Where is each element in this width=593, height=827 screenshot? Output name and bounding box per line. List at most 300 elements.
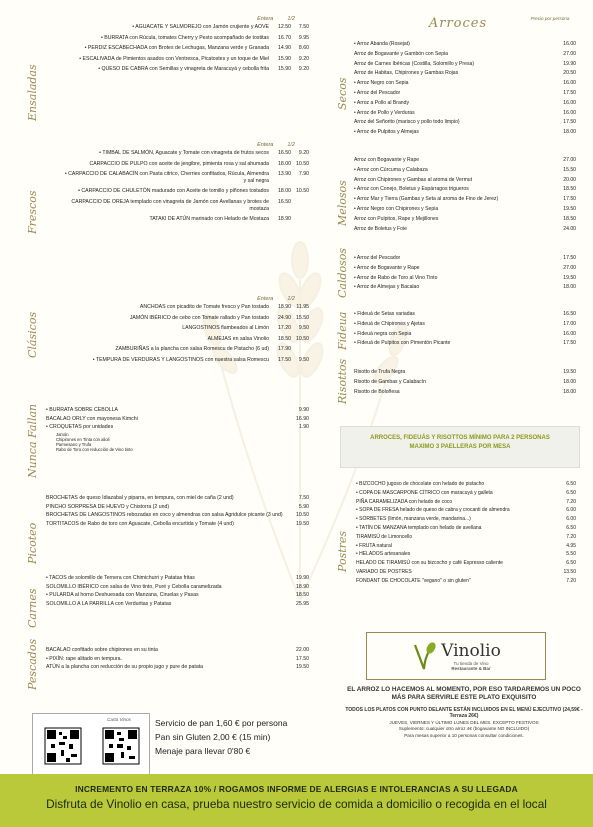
menu-item <box>24 583 309 592</box>
menu-item <box>340 69 576 79</box>
item-price-half: 10.50 <box>296 335 309 342</box>
item-price: 5.90 <box>298 503 309 510</box>
menu-item <box>340 215 576 225</box>
item-price-full: 17.90 <box>278 346 291 353</box>
item-price: 1.90 <box>298 424 309 431</box>
item-price-half: 10.50 <box>296 160 309 167</box>
menu-item <box>340 489 576 498</box>
section-title: Pescados <box>26 638 39 690</box>
menu-item <box>64 346 309 353</box>
item-list <box>24 304 309 364</box>
section-title: Ensaladas <box>26 64 39 121</box>
item-list <box>24 494 309 528</box>
item-price-full: 18.00 <box>278 160 291 167</box>
item-price-full: 17.50 <box>278 356 291 363</box>
menu-item <box>340 156 576 166</box>
logo-name: Vinolio <box>441 641 501 661</box>
section-title: Picoteo <box>26 522 39 564</box>
menu-item <box>64 216 309 223</box>
item-price: 18.90 <box>296 583 309 590</box>
info-suplemento: Suplemento: cualquier otro arroz 4€ (bogavante NO INCLUIDO) <box>398 726 530 732</box>
section-secos <box>336 40 576 144</box>
info-block <box>345 686 583 739</box>
menu-item <box>64 161 309 168</box>
item-price-half: 9.50 <box>298 356 309 363</box>
section-ensaladas <box>24 16 309 136</box>
menu-item <box>340 550 576 559</box>
item-price: 16.50 <box>563 311 576 317</box>
item-name: Risotto de Trufa Negra <box>354 369 406 375</box>
vine-leaf-icon <box>411 641 437 671</box>
item-price: 7.20 <box>566 533 576 540</box>
item-price: 20.00 <box>563 176 576 183</box>
item-name: • AGUACATE Y SALMOREJO con Jamón crujiente y AOVE <box>132 24 269 30</box>
price-header <box>24 16 309 22</box>
section-nunca-fallan <box>24 403 309 484</box>
menu-item <box>340 166 576 176</box>
item-list <box>340 480 576 586</box>
item-price-full: 16.50 <box>278 150 291 156</box>
menu-item <box>64 188 309 195</box>
item-price: 17.50 <box>563 255 576 261</box>
menu-item <box>64 199 309 212</box>
menu-item <box>340 498 576 507</box>
item-price: 6.50 <box>566 481 576 487</box>
item-name: TORTITACOS de Rabo de toro con Aguacate, Cebolla encurtida y Tomate (4 und) <box>46 520 234 527</box>
item-list <box>24 150 309 223</box>
item-name: Arroz del Señorito (marisco y pollo todo limpio) <box>354 119 460 126</box>
item-name: • BURRATA SOBRE CEBOLLA <box>46 407 118 413</box>
section-postres <box>336 480 576 610</box>
header-half: 1/2 <box>287 296 295 302</box>
item-price-half: 10.50 <box>296 188 309 195</box>
menu-item <box>64 150 309 157</box>
menu-item <box>340 99 576 109</box>
item-name: Arroz de Boletus y Foie <box>354 225 407 232</box>
section-title: Frescos <box>26 190 39 234</box>
menu-item <box>340 40 576 50</box>
item-price: 20.50 <box>563 70 576 77</box>
menu-item <box>340 89 576 99</box>
item-price: 7.20 <box>566 577 576 584</box>
item-price: 6.00 <box>566 516 576 523</box>
item-name: • Arroz del Pescador <box>354 255 401 261</box>
item-name: HELADO DE TIRAMISÚ con su bizcocho y café Espresso caliente <box>356 560 503 567</box>
item-list <box>24 646 309 672</box>
item-price-full: 17.20 <box>278 325 291 332</box>
menu-item <box>64 325 309 332</box>
qr-codes <box>32 713 150 775</box>
menu-item <box>64 336 309 343</box>
item-price-full: 16.70 <box>278 34 291 41</box>
menu-item <box>340 176 576 186</box>
item-name: Arroz con Bogavante y Rape <box>354 157 420 163</box>
item-name: SOLOMILLO IBÉRICO con salsa de Vino tinto, Puré y Cebolla caramelizada <box>46 583 222 590</box>
menu-item <box>340 515 576 524</box>
menu-item <box>64 35 309 42</box>
item-name: • Fideuá de Chipirones y Ajetas <box>354 320 425 327</box>
item-name: ALMEJAS en salsa Vinolio <box>207 335 269 342</box>
info-main: EL ARROZ LO HACEMOS AL MOMENTO, POR ESO TARDAREMOS UN POCO MÁS PARA SERVIRLE ESTE PLATO EXQUISITO <box>347 686 581 701</box>
item-name: BROCHETAS DE LANGOSTINOS rebozadas en coco y almendras con salsa Agridulce picante (3 und) <box>46 512 283 519</box>
item-name: ANCHOAS con picadito de Tomate fresco y Pan tostado <box>139 304 269 310</box>
section-clasicos <box>24 296 309 396</box>
item-price: 19.50 <box>563 205 576 212</box>
menu-item <box>340 506 576 515</box>
item-price: 17.50 <box>563 119 576 126</box>
item-price: 24.00 <box>563 225 576 232</box>
item-price: 19.90 <box>296 575 309 581</box>
arroces-title: Arroces <box>428 16 488 31</box>
section-title: Nunca Fallan <box>26 403 39 478</box>
croqueta-option: Parmesano y Trufa <box>56 442 92 448</box>
item-name: • Arroz con Conejo, Boletus y Espárragos trigueros <box>354 186 469 193</box>
right-column <box>336 16 576 404</box>
croqueta-option: Jamón <box>56 431 69 437</box>
item-name: • Arroz de Pollo y Verduras <box>354 109 415 116</box>
menu-item <box>24 574 309 583</box>
item-name: Arroz de Carnes Ibéricas (Costilla, Solomillo y Presa) <box>354 60 475 67</box>
info-menu: TODOS LOS PLATOS CON PUNTO DELANTE ESTÁN INCLUIDOS EN EL MENÚ EJECUTIVO (24,59€ - Terraza 26€) <box>345 707 583 720</box>
item-price-half: 8.60 <box>298 45 309 52</box>
menu-item <box>24 591 309 600</box>
menu-item <box>24 646 309 655</box>
service-pan: Servicio de pan 1,60 € por persona <box>155 718 288 728</box>
item-price: 18.00 <box>563 284 576 291</box>
service-menaje: Menaje para llevar 0'80 € <box>155 746 251 756</box>
menu-item <box>340 264 576 274</box>
item-list <box>24 24 309 73</box>
item-name: • Arroz del Pescador <box>354 89 401 96</box>
item-price: 27.00 <box>563 50 576 57</box>
item-name: • Arroz de Almejas y Bacalao <box>354 284 420 291</box>
section-risottos <box>336 358 576 404</box>
footer-line1: INCREMENTO EN TERRAZA 10% / ROGAMOS INFORME DE ALERGIAS E INTOLERANCIAS A SU LLEGADA <box>75 784 518 794</box>
item-name: CARPACCIO DE OREJA templado con vinagreta de Jamón con Avellanas y brotes de mostaza <box>71 198 269 212</box>
item-list <box>340 40 576 138</box>
item-name: • SOPA DE FRESA helado de queso de cabra y crocanti de almendra <box>356 507 510 514</box>
item-price: 18.50 <box>563 186 576 193</box>
vinolio-logo <box>366 632 546 680</box>
service-charges <box>155 716 287 758</box>
price-header <box>24 296 309 302</box>
item-list <box>340 254 576 293</box>
header-entera: Entera <box>257 142 274 148</box>
section-title: Fideua <box>336 311 349 350</box>
item-name: ZAMBURIÑAS a la plancha con salsa Romescu de Pistacho (6 ud) <box>115 346 269 353</box>
menu-item <box>340 368 576 378</box>
menu-item <box>340 60 576 70</box>
service-gluten: Pan sin Gluten 2,00 € (15 min) <box>155 732 271 742</box>
menu-item <box>64 24 309 31</box>
item-name: CARPACCIO DE PULPO con aceite de jengibre, pimienta rosa y sal ahumada <box>89 160 269 167</box>
left-column <box>24 16 309 690</box>
menu-item <box>24 520 309 529</box>
item-name: • CROQUETAS por unidades <box>46 424 114 431</box>
menu-item <box>340 310 576 320</box>
item-price-half: 9.50 <box>298 325 309 332</box>
item-price-half: 9.95 <box>298 34 309 41</box>
footer-banner <box>0 774 593 827</box>
item-price: 16.00 <box>563 109 576 116</box>
section-pescados <box>24 638 309 690</box>
item-price-full: 18.50 <box>278 335 291 342</box>
item-price-half: 9.20 <box>298 66 309 73</box>
menu-item <box>340 559 576 568</box>
item-name: TIRAMISÚ de Limoncello <box>356 533 413 540</box>
item-name: • Fideuá negra con Sepia <box>354 330 412 337</box>
item-list <box>24 574 309 608</box>
menu-item <box>340 274 576 284</box>
item-name: • Arroz Negro con Chipirones y Sepia <box>354 205 439 212</box>
menu-item <box>64 171 309 184</box>
section-title: Carnes <box>26 588 39 628</box>
item-name: TATAKI DE ATÚN marinado con Helado de Mostaza <box>149 216 269 223</box>
header-half: 1/2 <box>287 142 295 148</box>
item-price: 6.00 <box>566 507 576 514</box>
menu-item <box>64 45 309 52</box>
item-name: BACALAO confitado sobre chipirones en su tinta <box>46 647 158 653</box>
menu-item <box>340 542 576 551</box>
item-price: 7.20 <box>566 498 576 505</box>
item-name: PINCHO SORPRESA DE HUEVO y Chistorra (2 und) <box>46 503 170 510</box>
item-name: Arroz de Habitas, Chipirones y Gambas Rojas <box>354 70 459 77</box>
item-name: • HELADOS artesanales <box>356 551 411 558</box>
item-name: Arroz con Pulpitos, Rape y Mejillones <box>354 215 439 222</box>
menu-item <box>340 577 576 586</box>
item-name: • CARPACCIO DE CHULETÓN madurado con Aceite de tomillo y piñones tostados <box>78 188 269 195</box>
item-price: 9.90 <box>298 407 309 413</box>
price-header <box>24 142 309 148</box>
header-half: 1/2 <box>287 16 295 22</box>
item-name: JAMÓN IBÉRICO de cebo con Tomate rallado y Pan tostado <box>129 314 269 321</box>
item-name: • QUESO DE CABRA con Semillas y vinagreta de Maracuyá y cebolla frita <box>98 66 269 73</box>
item-price: 17.50 <box>563 196 576 203</box>
menu-item <box>24 663 309 672</box>
section-title: Caldosos <box>336 247 349 298</box>
item-name: Risotto de Boloñesa <box>354 388 400 395</box>
item-price: 22.00 <box>296 647 309 653</box>
item-name: • PERDIZ ESCABECHADA con Brotes de Lechugas, Manzana verde y Granada <box>84 45 269 52</box>
arroces-notice <box>340 426 580 468</box>
item-name: • BIZCOCHO jugoso de chocolate con helado de pistacho <box>356 481 485 487</box>
item-price-full: 16.50 <box>278 198 291 205</box>
item-name: • Arroz con Cúrcuma y Calabaza <box>354 166 428 173</box>
menu-item <box>340 225 576 235</box>
item-name: • SORBETES (limón, manzana verde, mandarina...) <box>356 516 471 523</box>
item-name: • Fideuá de Pulpitos con Pimentón Picante <box>354 340 451 347</box>
item-name: FONDANT DE CHOCOLATE "vegano" o sin gluten" <box>356 577 471 584</box>
item-price: 18.50 <box>563 215 576 222</box>
item-name: Arroz de Bogavante y Gambón con Sepia <box>354 50 449 57</box>
item-price: 17.50 <box>563 89 576 96</box>
item-list <box>24 406 309 453</box>
item-price: 16.00 <box>563 41 576 47</box>
header-entera: Entera <box>257 16 274 22</box>
item-name: • COPA DE MASCARPONE CÍTRICO con maracuyá y galleta <box>356 489 493 496</box>
item-name: • ESCALIVADA de Pimientos asados con Ventresca, Picatostes y un toque de Miel <box>79 55 269 62</box>
item-price: 16.90 <box>296 415 309 422</box>
item-price: 5.50 <box>566 551 576 558</box>
item-price: 19.50 <box>563 274 576 281</box>
item-price: 18.00 <box>563 388 576 395</box>
item-price: 19.90 <box>563 60 576 67</box>
item-price-full: 14.90 <box>278 45 291 52</box>
menu-item <box>340 330 576 340</box>
item-price: 6.50 <box>566 560 576 567</box>
menu-item <box>340 568 576 577</box>
menu-item <box>24 503 309 512</box>
item-name: • TATÍN DE MANZANA templado con helado de avellana <box>356 524 482 531</box>
item-price-full: 18.00 <box>278 188 291 195</box>
menu-item <box>340 185 576 195</box>
arroces-header <box>340 16 576 40</box>
item-price: 18.00 <box>563 129 576 136</box>
menu-item <box>340 388 576 398</box>
item-price: 18.50 <box>296 592 309 599</box>
item-price: 19.50 <box>563 369 576 375</box>
menu-item <box>24 600 309 609</box>
menu-item <box>340 118 576 128</box>
item-price-full: 12.50 <box>278 24 291 30</box>
item-name: BROCHETAS de queso Idiazabal y piparra, en tempura, con miel de caña (2 und) <box>46 495 234 501</box>
item-price: 25.95 <box>296 600 309 607</box>
menu-item <box>340 524 576 533</box>
item-name: • Arroz a Pollo al Brandy <box>354 99 410 106</box>
item-price-half: 15.50 <box>296 314 309 321</box>
item-price: 27.00 <box>563 264 576 271</box>
croqueta-option: Rabo de Toro con reducción de Vino tinto <box>56 447 133 453</box>
menu-item <box>340 533 576 542</box>
menu-item <box>340 480 576 489</box>
menu-item <box>24 511 309 520</box>
item-name: • Arroz de Bogavante y Rape <box>354 264 420 271</box>
menu-item <box>24 655 309 664</box>
item-name: BACALAO ORLY con mayonesa Kimchi <box>46 415 138 422</box>
menu-item <box>64 66 309 73</box>
section-title: Postres <box>336 530 349 572</box>
item-name: LANGOSTINOS flambeados al Limón <box>182 325 269 332</box>
item-name: Arroz con Chipirones y Gambas al aroma de Vermut <box>354 176 473 183</box>
item-name: • Fideuá de Setas variadas <box>354 311 415 317</box>
precio-por-persona: Precio por persona <box>530 16 570 21</box>
item-price-half: 11.95 <box>296 304 309 310</box>
section-caldosos <box>336 247 576 298</box>
item-price: 19.50 <box>296 520 309 527</box>
item-price: 13.50 <box>563 568 576 575</box>
qr-label: Carta Vinos <box>107 717 131 722</box>
item-name: SOLOMILLO A LA PARRILLA con Verduritas y Patatas <box>46 600 172 607</box>
item-list <box>340 310 576 349</box>
menu-item <box>24 494 309 503</box>
item-name: ATÚN a la plancha con reducción de su propio jugo y pure de patata <box>46 664 204 671</box>
item-price-full: 24.90 <box>278 314 291 321</box>
item-price: 17.00 <box>563 320 576 327</box>
item-name: • Arroz de Rabo de Toro al Vino Tinto <box>354 274 438 281</box>
item-name: • FRUTA natural <box>356 542 392 549</box>
item-name: • PIXÍN: rape alitado en tempura. <box>46 655 122 662</box>
item-price: 16.00 <box>563 80 576 87</box>
footer-line2: Disfruta de Vinolio en casa, prueba nuestro servicio de comida a domicilio o recogida en el local <box>46 797 547 811</box>
section-title: Secos <box>336 77 349 110</box>
menu-item <box>340 205 576 215</box>
item-price-full: 18.90 <box>278 216 291 223</box>
item-name: • Arroz Negro con Sepia <box>354 80 409 87</box>
item-price-half: 9.20 <box>298 150 309 156</box>
menu-item <box>24 423 309 432</box>
menu-item <box>24 415 309 424</box>
item-name: • TIMBAL DE SALMÓN, Aguacate y Tomate con vinagreta de frutos secos <box>99 150 269 156</box>
item-name: PIÑA CARAMELIZADA con helado de coco <box>356 498 453 505</box>
item-price: 16.00 <box>563 330 576 337</box>
item-name: • Arroz Abanda (Rosejat) <box>354 41 410 47</box>
item-name: • Arroz Mar y Tierra (Gambas y Seta al aroma de Fino de Jerez) <box>354 196 499 203</box>
item-price: 19.50 <box>296 664 309 671</box>
item-name: • BURRATA con Rúcula, tomates Cherry y Pesto acompañado de tostitas <box>101 34 269 41</box>
item-price: 7.50 <box>298 495 309 501</box>
item-name: Risotto de Gambas y Calabacín <box>354 378 426 385</box>
menu-item <box>340 320 576 330</box>
item-price: 6.50 <box>566 524 576 531</box>
item-price: 10.50 <box>296 512 309 519</box>
item-list <box>340 368 576 397</box>
item-price-full: 15.90 <box>278 66 291 73</box>
item-list <box>340 156 576 234</box>
menu-item <box>64 56 309 63</box>
menu-item <box>340 339 576 349</box>
item-price: 6.50 <box>566 489 576 496</box>
menu-item <box>64 357 309 364</box>
notice-line: MAXIMO 3 PAELLERAS POR MESA <box>409 444 511 450</box>
menu-item <box>340 254 576 264</box>
item-price: 16.00 <box>563 99 576 106</box>
section-carnes <box>24 574 309 630</box>
item-name: • TACOS de solomillo de Ternera con Chimichurri y Patatas fritas <box>46 575 195 581</box>
menu-item <box>340 283 576 293</box>
item-name: • CARPACCIO DE CALABACÍN con Pasta citrico, Cherries confitados, Rúcula, Almendra y sal negra <box>64 171 269 184</box>
menu-item <box>340 378 576 388</box>
item-price: 27.00 <box>563 157 576 163</box>
menu-item <box>24 406 309 415</box>
item-price: 15.50 <box>563 166 576 173</box>
item-price-full: 15.90 <box>278 55 291 62</box>
menu-item <box>340 50 576 60</box>
item-price: 17.50 <box>563 340 576 347</box>
item-price-half: 7.50 <box>298 24 309 30</box>
item-price: 4.95 <box>566 542 576 549</box>
menu-item <box>340 128 576 138</box>
item-price-half: 7.90 <box>298 171 309 178</box>
info-mesas: Para mesas superior a 10 personas consultar condiciones. <box>404 732 524 738</box>
section-melosos <box>336 156 576 242</box>
qr-code-icon[interactable] <box>33 714 151 776</box>
item-price: 17.50 <box>296 655 309 662</box>
menu-item <box>64 304 309 311</box>
item-name: • Arroz de Pulpitos y Almejas <box>354 129 419 136</box>
logo-sub2: Restaurante & Bar <box>451 666 491 671</box>
header-entera: Entera <box>257 296 274 302</box>
item-name: • PULARDA al horno Deshuesada con Manzana, Ciruelas y Pasas <box>46 592 199 599</box>
notice-line: ARROCES, FIDEUÁS Y RISOTTOS MÍNIMO PARA 2 PERSONAS <box>370 435 550 441</box>
croqueta-option: Chipirones en Tinta con alioli <box>56 436 110 442</box>
menu-item <box>64 315 309 322</box>
item-price-half: 9.20 <box>298 55 309 62</box>
info-days: JUEVES, VIERNES Y ÚLTIMO LUNES DEL MES. EXCEPTO FESTIVOS <box>389 719 539 725</box>
logo-text <box>441 641 501 671</box>
section-title: Risottos <box>336 358 349 404</box>
item-name: VARIADO DE POSTRES <box>356 568 412 575</box>
item-price-full: 13.90 <box>278 171 291 178</box>
